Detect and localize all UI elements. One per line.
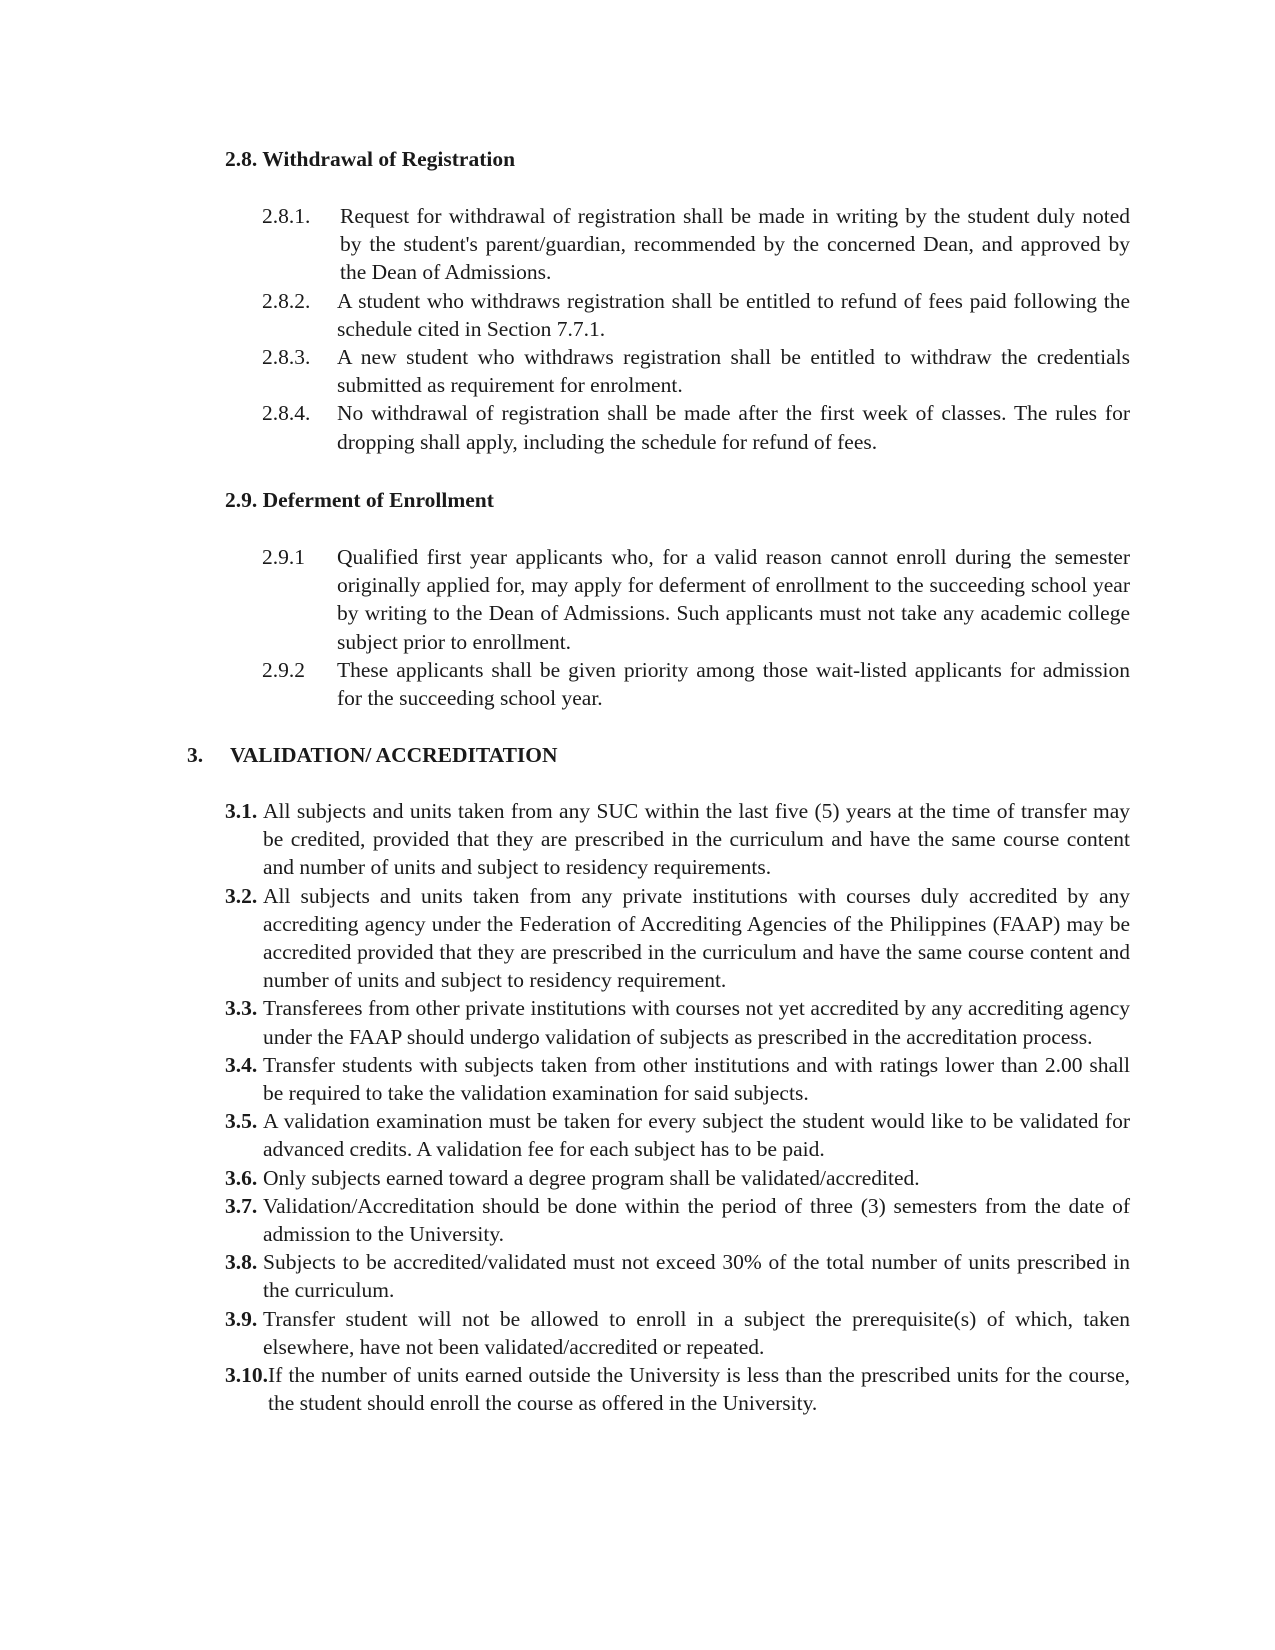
list-item	[225, 1305, 1130, 1361]
item-text: Subjects to be accredited/validated must not exceed 30% of the total number of units prescribed in the curriculum.	[263, 1250, 1130, 1303]
item-number: 2.9.1	[262, 545, 305, 569]
item-number: 3.1.	[225, 799, 258, 823]
section-heading-3	[187, 741, 558, 769]
item-text: These applicants shall be given priority among those wait-listed applicants for admission for the succeeding school year.	[337, 657, 1130, 711]
item-number: 2.8.4.	[262, 401, 311, 426]
item-number: 3.8.	[225, 1250, 258, 1275]
list-item	[225, 1248, 1130, 1304]
section-3-list	[225, 797, 1130, 1417]
item-text: Transferees from other private institutions with courses not yet accredited by any accrediting agency under the FAAP should undergo validation of subjects as prescribed in the accreditation process.	[263, 996, 1130, 1049]
item-number: 3.6.	[225, 1165, 258, 1190]
item-text: A new student who withdraws registration shall be entitled to withdraw the credentials submitted as requirement for enrolment.	[337, 345, 1130, 398]
list-item	[225, 882, 1130, 995]
item-text: A validation examination must be taken for every subject the student would like to be validated for advanced credits. A validation fee for each subject has to be paid.	[263, 1109, 1130, 1162]
item-number: 3.4.	[225, 1052, 258, 1077]
list-item	[225, 1361, 1130, 1417]
item-text: All subjects and units taken from any private institutions with courses duly accredited by any accrediting agency under the Federation of Accrediting Agencies of the Philippines (FAAP) may be accredited provided that they are prescribed in the curriculum and have the same course content and number of units and subject to residency requirement.	[263, 883, 1130, 993]
section-2-8-list	[262, 202, 1130, 456]
item-text: Qualified first year applicants who, for a valid reason cannot enroll during the semester originally applied for, may apply for deferment of enrollment to the succeeding school year by writing to the Dean of Admissions. Such applicants must not take any academic college subject prior to enrollment.	[337, 545, 1130, 654]
section-2-9-list	[262, 543, 1130, 712]
list-item	[225, 1107, 1130, 1163]
item-text: Transfer student will not be allowed to enroll in a subject the prerequisite(s) of which, taken elsewhere, have not been validated/accredited or repeated.	[263, 1306, 1130, 1359]
item-number: 2.9.2	[262, 657, 305, 682]
item-text: If the number of units earned outside the University is less than the prescribed units for the course, the student should enroll the course as offered in the University.	[268, 1363, 1130, 1416]
list-item	[225, 1051, 1130, 1107]
list-item	[262, 543, 1130, 656]
section-number: 2.8.	[225, 147, 258, 171]
item-number: 3.10.	[225, 1363, 268, 1388]
item-number: 3.2.	[225, 883, 258, 908]
list-item	[225, 1164, 1130, 1192]
list-item	[225, 1192, 1130, 1248]
item-text: All subjects and units taken from any SUC within the last five (5) years at the time of transfer may be credited, provided that they are prescribed in the curriculum and have the same course content and number of units and subject to residency requirements.	[263, 799, 1130, 880]
section-number: 2.9.	[225, 488, 258, 512]
item-text: Request for withdrawal of registration shall be made in writing by the student duly noted by the student's parent/guardian, recommended by the concerned Dean, and approved by the Dean of Admissions.	[340, 204, 1130, 285]
item-number: 3.3.	[225, 996, 258, 1021]
item-text: Transfer students with subjects taken from other institutions and with ratings lower than 2.00 shall be required to take the validation examination for said subjects.	[263, 1052, 1130, 1106]
item-number: 3.9.	[225, 1306, 258, 1331]
list-item	[262, 287, 1130, 343]
section-title: VALIDATION/ ACCREDITATION	[230, 743, 558, 767]
section-title: Deferment of Enrollment	[262, 488, 494, 512]
item-text: No withdrawal of registration shall be made after the first week of classes. The rules for dropping shall apply, including the schedule for refund of fees.	[337, 401, 1130, 454]
item-text: A student who withdraws registration shall be entitled to refund of fees paid following the schedule cited in Section 7.7.1.	[337, 288, 1130, 341]
item-text: Validation/Accreditation should be done within the period of three (3) semesters from the date of admission to the University.	[263, 1193, 1130, 1247]
item-number: 2.8.3.	[262, 345, 311, 370]
list-item	[262, 656, 1130, 712]
item-number: 3.7.	[225, 1193, 258, 1218]
list-item	[225, 797, 1130, 882]
item-number: 2.8.2.	[262, 288, 311, 313]
section-heading-2-8	[225, 145, 515, 173]
section-number: 3.	[187, 743, 204, 767]
section-title: Withdrawal of Registration	[262, 147, 516, 171]
list-item	[262, 343, 1130, 399]
section-heading-2-9	[225, 486, 494, 514]
list-item	[262, 399, 1130, 455]
item-number: 2.8.1.	[262, 204, 311, 228]
list-item	[262, 202, 1130, 287]
item-number: 3.5.	[225, 1109, 258, 1134]
item-text: Only subjects earned toward a degree program shall be validated/accredited.	[263, 1165, 920, 1190]
list-item	[225, 994, 1130, 1050]
